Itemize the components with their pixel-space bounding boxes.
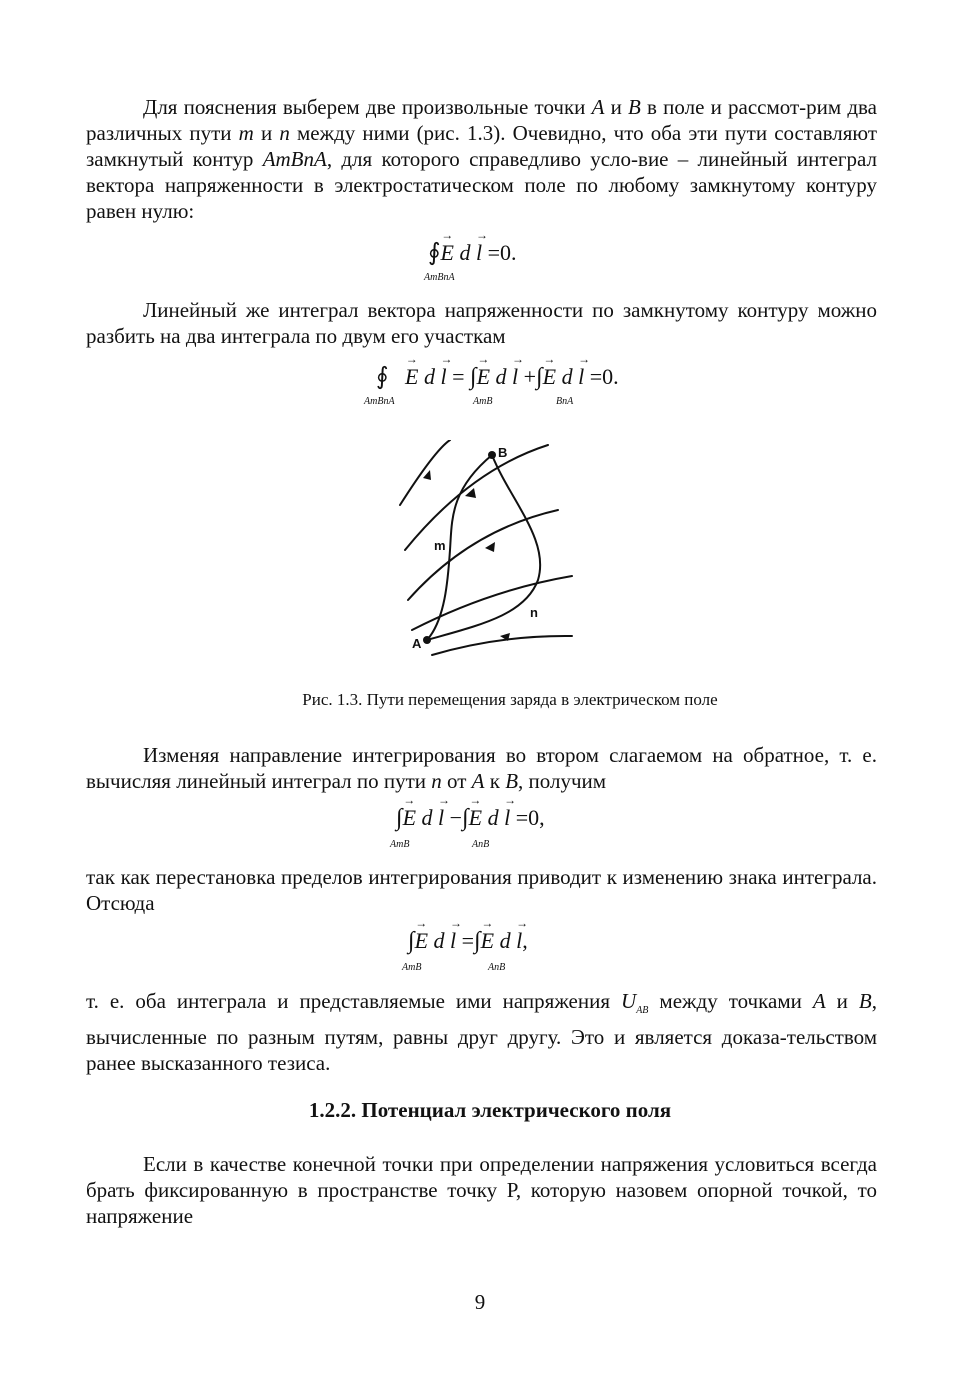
integral-symbol: ∫ [474,928,481,954]
equals-zero: =0 [515,805,540,830]
vector-l: → l [438,805,444,831]
var-A: A [812,989,826,1013]
integral-symbol: ∫ [396,805,403,831]
formula-4 [0,928,980,978]
d: d [495,364,507,389]
text: и [825,989,859,1013]
vector-E: → E [405,364,418,390]
figure-charge-paths [390,440,590,665]
vector-l: → l [512,364,518,390]
vector-E: → E [477,364,490,390]
formula-2 [0,362,980,412]
text: , получим [518,769,607,793]
arrow-icon [485,542,495,552]
oint-symbol: ∮ [376,364,389,390]
point-B [488,451,496,459]
d: d [487,805,499,830]
minus: − [449,805,463,830]
var-B: B [858,989,872,1013]
text: , вычисленные по разным путям, равны друг другу. Это и является доказа-тельством ранее высказанного тезиса. [86,989,877,1076]
text: так как перестановка пределов интегрирования приводит к изменению знака интеграла. Отсюда [86,865,877,915]
limit-label: AmB [473,396,493,407]
figure-caption: Рис. 1.3. Пути перемещения заряда в электрическом поле [302,690,718,709]
page-number: 9 [474,1290,486,1314]
var-n: n [279,121,290,145]
paragraph-4 [86,864,877,916]
equals: = [452,364,465,389]
var-B: B [628,95,641,119]
var-A: A [471,769,485,793]
field-line [412,576,572,630]
limit-label: AmB [402,962,422,973]
limit-label: AmBnA [364,396,395,407]
vector-E: → E [543,364,556,390]
text: между ними (рис. 1.3). Очевидно, что оба эти пути составляют замкнутый контур [86,121,877,171]
d: d [421,805,433,830]
paragraph-3 [86,742,877,794]
text: Изменяя направление интегрирования во втором слагаемом на обратное, т. е. вычисляя линейный интеграл по пути [86,743,877,793]
limit-label: AmBnA [424,272,455,283]
paragraph-1 [86,94,877,224]
text: Если в качестве конечной точки при определении напряжения условиться всегда брать фиксированную в пространстве точку Р, которую назовем опорной точкой, то напряжение [86,1152,877,1228]
d: d [499,928,511,953]
var-m: m [238,121,254,145]
label-A: A [412,636,422,651]
label-n: n [530,605,538,620]
limit-label: AmB [390,839,410,850]
integral-symbol: ∫ [536,364,543,390]
label-B: B [498,445,508,460]
period: . [511,240,517,265]
text: в поле и рассмот-рим два различных пути [86,95,877,145]
text: от [441,769,472,793]
text: Линейный же интеграл вектора напряженности по замкнутому контуру можно разбить на два интеграла по двум его участкам [86,298,877,348]
field-line [405,445,548,550]
var-U-subscript: AB [636,1005,649,1017]
section-heading: 1.2.2. Потенциал электрического поля [308,1098,672,1122]
formula-1 [0,238,980,288]
var-U: U [621,989,637,1013]
paragraph-2 [86,297,877,349]
integral-symbol: ∫ [462,805,469,831]
integral-symbol: ∫ [408,928,415,954]
paragraph-5 [86,988,877,1076]
vector-E: → E [441,240,454,266]
equals-zero: =0 [589,364,614,389]
field-line [400,440,450,505]
text: Для пояснения выберем две произвольные точки [143,95,592,119]
text: и [253,121,280,145]
d: d [561,364,573,389]
vector-l: → l [504,805,510,831]
limit-label: AnB [488,962,506,973]
period: . [613,364,619,389]
vector-E: → E [415,928,428,954]
equals: = [461,928,475,953]
vector-l: → l [578,364,584,390]
text: т. е. оба интеграла и представляемые ими напряжения [86,989,622,1013]
equals-zero: =0 [487,240,512,265]
vector-E: → E [469,805,482,831]
d: d [433,928,445,953]
text: к [484,769,506,793]
comma: , [539,805,545,830]
limit-label: BnA [556,396,574,407]
var-n: n [431,769,442,793]
text: между точками [648,989,813,1013]
point-A [423,636,431,644]
vector-l: → l [450,928,456,954]
limit-label: AnB [472,839,490,850]
vector-E: → E [481,928,494,954]
paragraph-6 [86,1151,877,1229]
var-B: B [505,769,519,793]
plus: + [523,364,537,389]
text: , для которого справедливо усло-вие – линейный интеграл вектора напряженности в электростатическом поле по любому замкнутому контуру равен нулю: [86,147,877,223]
vector-l: → l [476,240,482,266]
oint-symbol: ∮ [428,240,441,266]
d: d [423,364,435,389]
vector-l: → l [440,364,446,390]
label-m: m [434,538,446,553]
comma: , [522,928,528,953]
integral-symbol: ∫ [470,364,477,390]
text: и [604,95,629,119]
vector-l: → l [516,928,522,954]
formula-3 [0,805,980,855]
field-line [432,636,572,655]
d: d [459,240,471,265]
arrow-icon [423,470,431,480]
var-contour: AmBnA [262,147,327,171]
vector-E: → E [403,805,416,831]
var-A: A [591,95,605,119]
